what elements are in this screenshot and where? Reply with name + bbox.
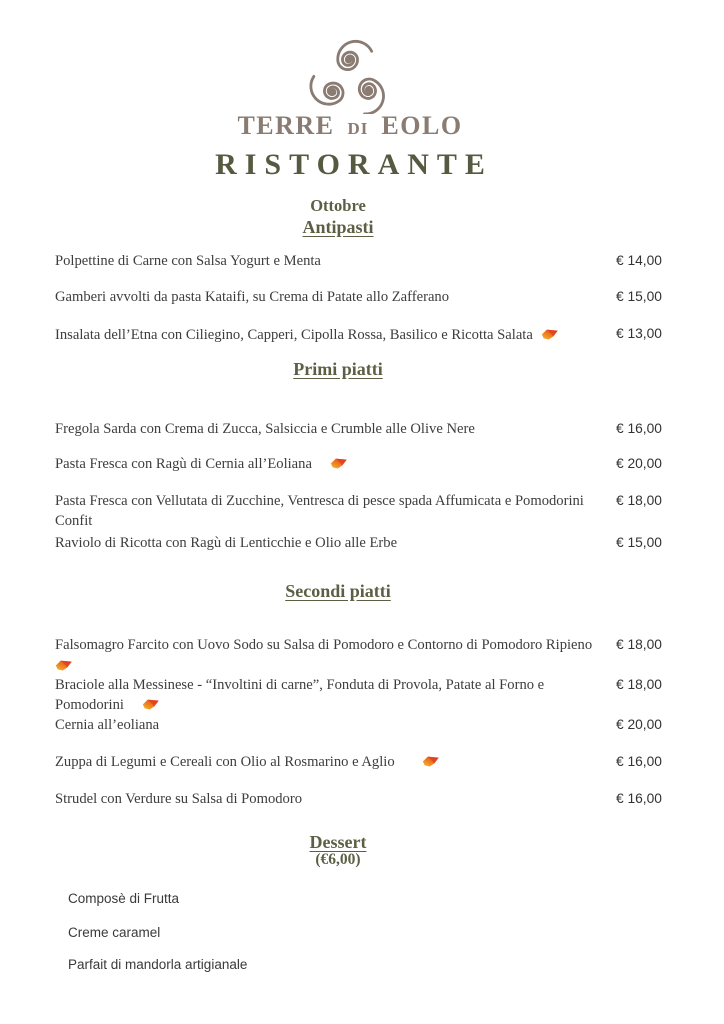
brand-title-di: DI [347, 119, 369, 138]
menu-item-name: Gamberi avvolti da pasta Kataifi, su Crema di Patate allo Zafferano [55, 289, 450, 305]
menu-item-price: € 15,00 [615, 535, 662, 550]
brand-subtitle: RISTORANTE [215, 148, 493, 181]
menu-item-row [55, 790, 662, 810]
brand-title [0, 111, 700, 141]
section-heading-secondi: Secondi piatti [285, 581, 391, 601]
menu-item-row [55, 636, 662, 672]
menu-item-price: € 20,00 [615, 717, 662, 732]
menu-item-name: Fregola Sarda con Crema di Zucca, Salsiccia e Crumble alle Olive Nere [55, 421, 475, 437]
menu-item-price: € 15,00 [615, 289, 662, 304]
menu-item-name: Strudel con Verdure su Salsa di Pomodoro [55, 791, 302, 807]
menu-item-price: € 16,00 [615, 754, 662, 769]
menu-item-name: Insalata dell’Etna con Ciliegino, Capperi, Cipolla Rossa, Basilico e Ricotta Salata [55, 326, 607, 346]
menu-item-row [55, 716, 662, 736]
menu-item-name: Polpettine di Carne con Salsa Yogurt e Menta [55, 253, 321, 269]
menu-item-row [55, 753, 662, 773]
dessert-item: Composè di Frutta [68, 891, 180, 906]
menu-item-price: € 16,00 [615, 791, 662, 806]
menu-item-row [55, 420, 662, 440]
brand-title-terre: TERRE [237, 111, 335, 140]
menu-item-row [55, 492, 662, 531]
menu-month: Ottobre [310, 196, 366, 215]
menu-item-price: € 14,00 [615, 253, 662, 268]
menu-item-price: € 18,00 [615, 637, 662, 652]
section-heading-primi: Primi piatti [293, 359, 383, 379]
menu-item-name: Zuppa di Legumi e Cereali con Olio al Rosmarino e Aglio [55, 753, 607, 773]
menu-item-price: € 16,00 [615, 421, 662, 436]
section-heading-dessert: Dessert [309, 832, 367, 852]
restaurant-logo-icon [290, 38, 410, 114]
menu-item-row [55, 534, 662, 554]
menu-item-price: € 13,00 [615, 326, 662, 341]
menu-item-name: Raviolo di Ricotta con Ragù di Lenticchie e Olio alle Erbe [55, 535, 398, 551]
menu-item-price: € 18,00 [615, 677, 662, 692]
menu-item-price: € 20,00 [615, 456, 662, 471]
menu-item-row [55, 676, 662, 715]
dessert-item: Creme caramel [68, 925, 161, 940]
sicilia-icon [422, 755, 440, 768]
menu-item-row [55, 326, 662, 346]
menu-item-name: Cernia all’eoliana [55, 717, 160, 733]
sicilia-icon [541, 328, 559, 341]
sicilia-icon [142, 698, 160, 711]
menu-item-row [55, 288, 662, 308]
section-heading-antipasti: Antipasti [302, 217, 374, 237]
sicilia-icon [330, 457, 348, 470]
menu-item-name: Pasta Fresca con Vellutata di Zucchine, Ventresca di pesce spada Affumicata e Pomodorini Confit [55, 493, 584, 529]
dessert-item: Parfait di mandorla artigianale [68, 957, 248, 972]
menu-item-row [55, 252, 662, 272]
sicilia-icon [55, 659, 73, 672]
dessert-price-note: (€6,00) [315, 851, 361, 868]
menu-item-name: Braciole alla Messinese - “Involtini di carne”, Fonduta di Provola, Patate al Forno e Pomodorini [55, 677, 545, 713]
menu-item-price: € 18,00 [615, 493, 662, 508]
menu-item-name: Pasta Fresca con Ragù di Cernia all’Eoliana [55, 455, 607, 475]
menu-item-name: Falsomagro Farcito con Uovo Sodo su Salsa di Pomodoro e Contorno di Pomodoro Ripieno [55, 636, 607, 672]
menu-item-row [55, 455, 662, 475]
brand-title-eolo: EOLO [381, 111, 463, 140]
